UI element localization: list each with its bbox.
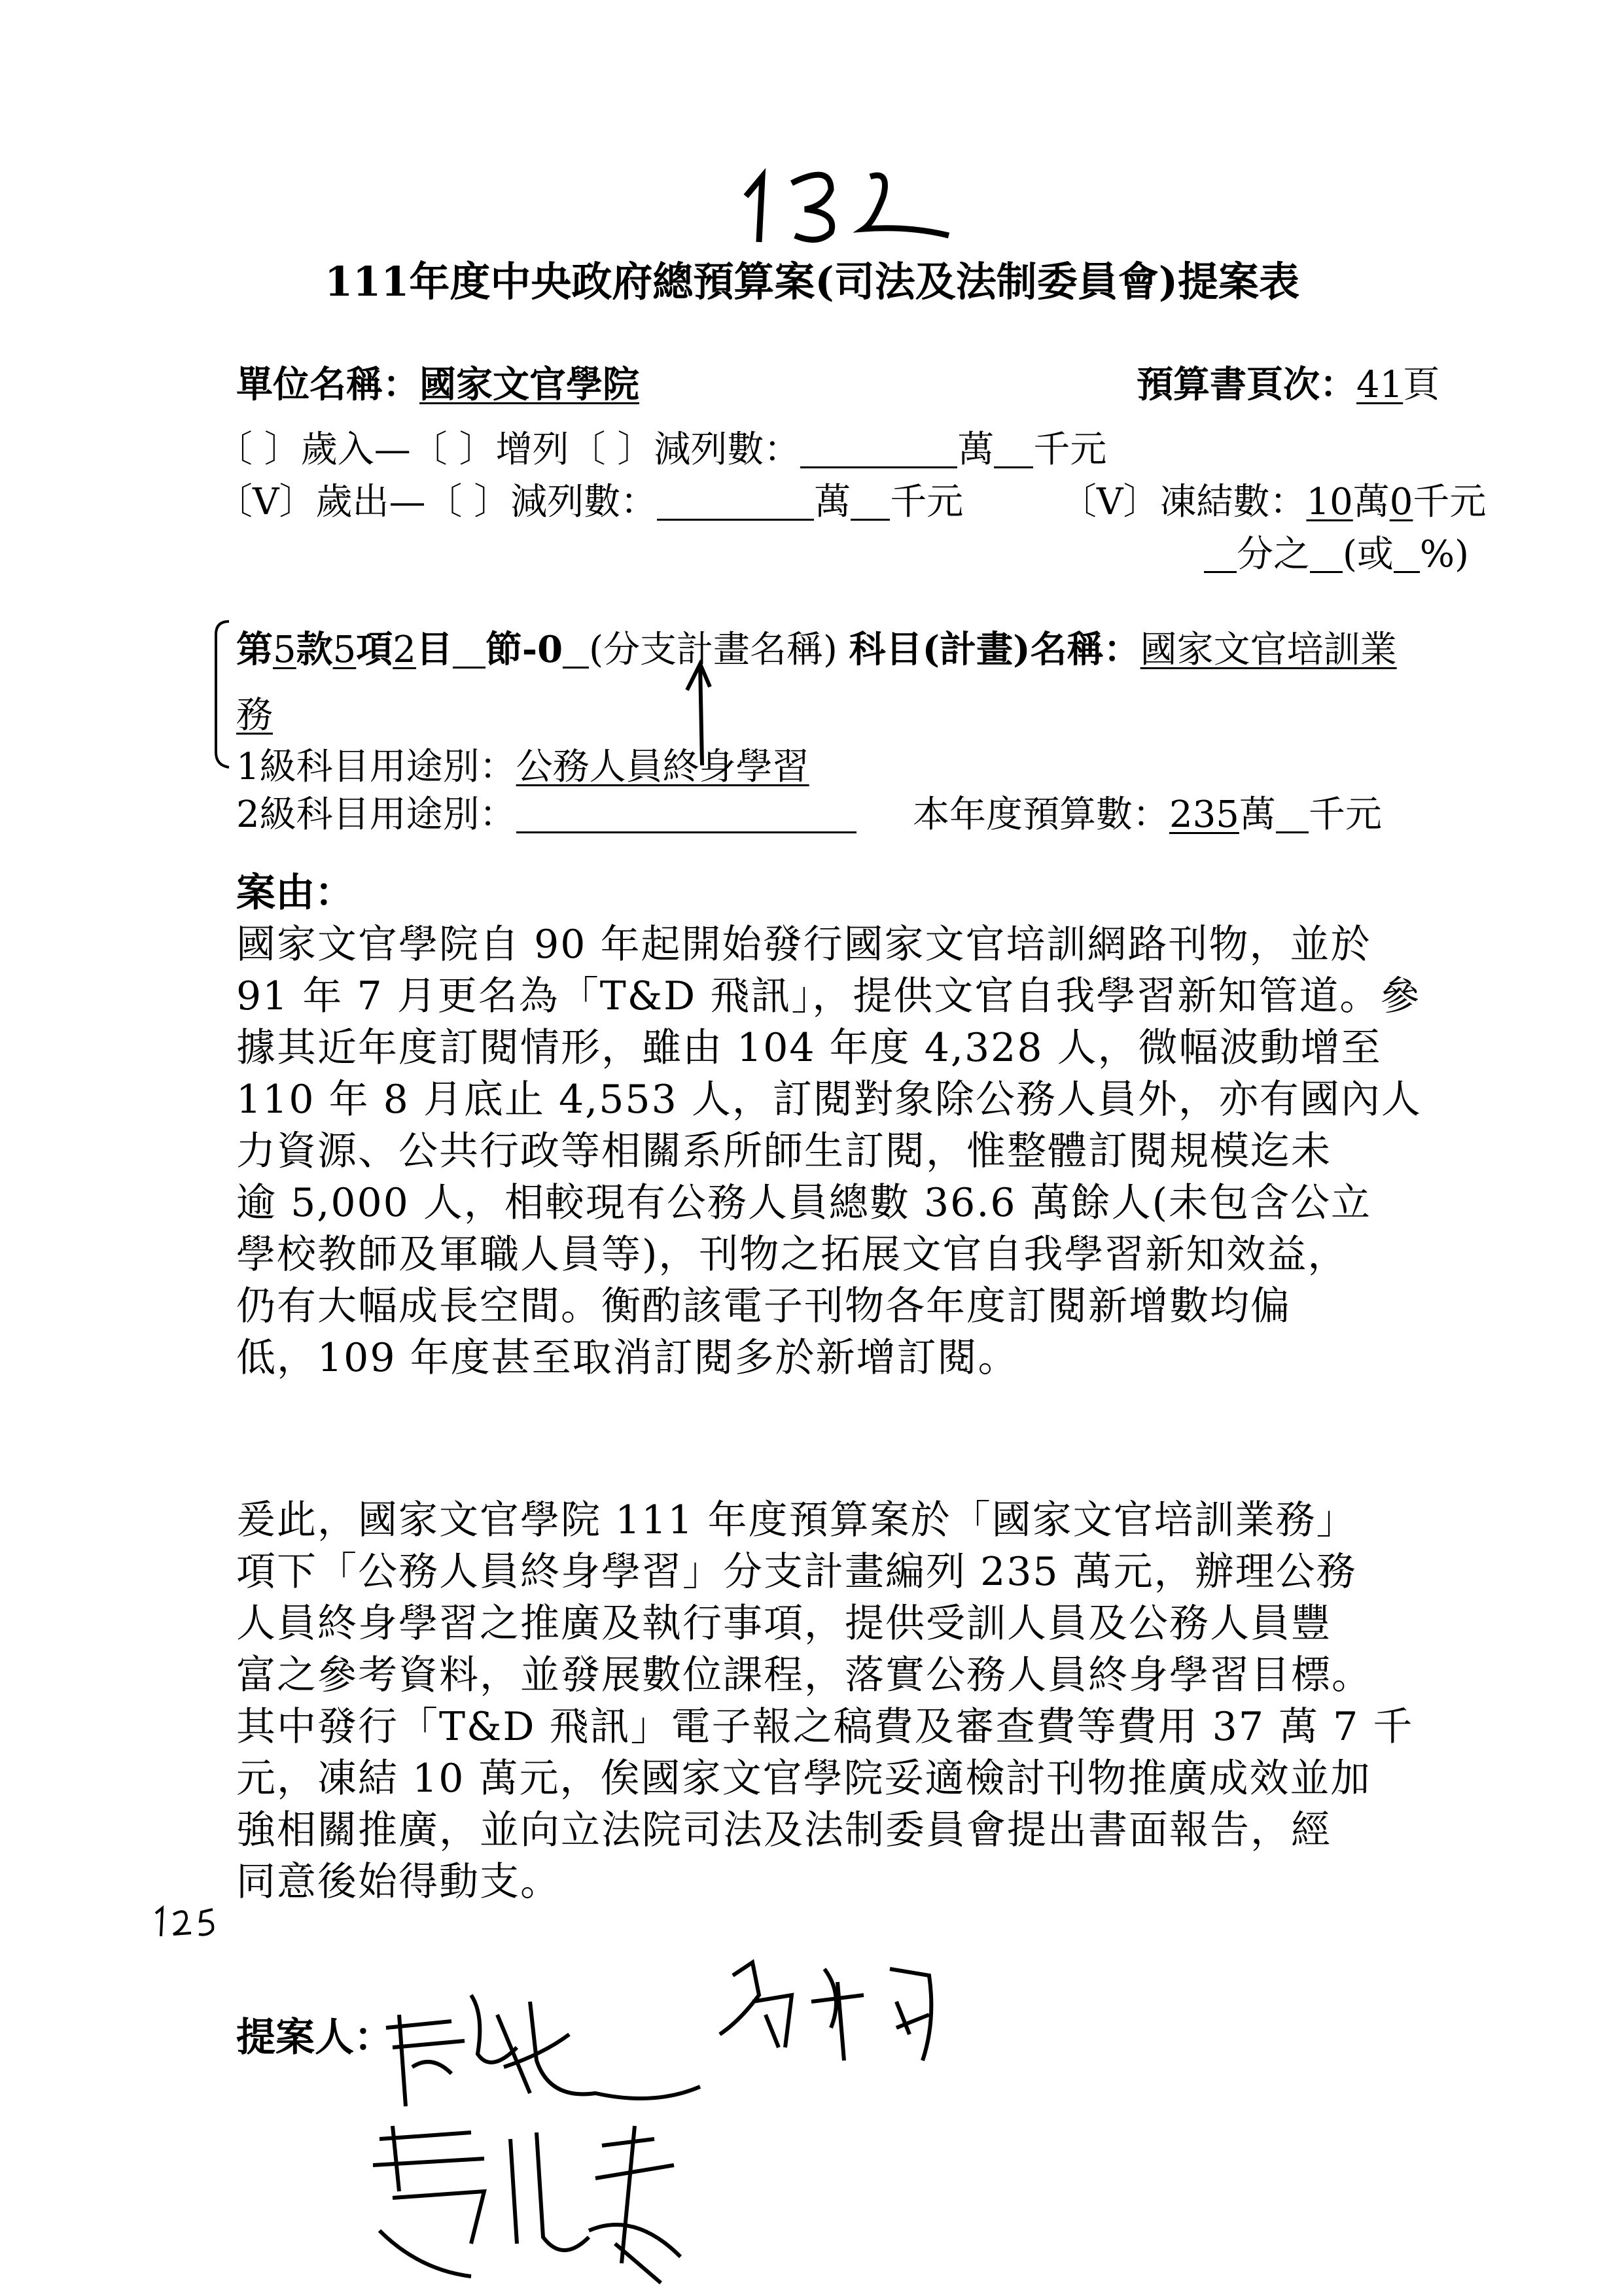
budget-page-value: 41 xyxy=(1356,364,1403,406)
paragraph-line: 91 年 7 月更名為「T&D 飛訊」，提供文官自我學習新知管道。參 xyxy=(236,973,1421,1019)
proposer-label: 提案人： xyxy=(236,2015,393,2061)
budget-page-label: 預算書頁次： xyxy=(1137,363,1356,406)
paragraph-line: 國家文官學院自 90 年起開始發行國家文官培訓網路刊物，並於 xyxy=(236,922,1371,967)
paragraph-line: 同意後始得動支。 xyxy=(236,1859,561,1905)
paragraph-line: 學校教師及軍職人員等)，刊物之拓展文官自我學習新知效益， xyxy=(236,1232,1349,1278)
handwritten-bracket xyxy=(209,618,236,772)
proposal-form-page: 111年度中央政府總預算案(司法及法制委員會)提案表 單位名稱：國家文官學院 預算書頁次：41頁 〔 〕歲入—〔 〕增列〔 〕減列數： 萬 千元 〔V〕歲出—〔 〕減列數： 萬 千元 〔V〕凍結數：10萬0千元 分之 (或 %) 第5款5項2目 節-0 (分支計畫名稱) 科目(計畫)名稱：國家文官培訓業 務 1級科目用途別：公務人員終身學習 2級科目用途別： 本年度預算數：235萬 千元 案由： 國家文官學院自 90 年起開始發行國家文官培訓網路刊物，並於 91 年 7 月更名為「T&D 飛訊」，提供文官自我學習新知管道。參 據其近年度訂閱情形，雖由 104 年度 4,328 人，微幅波動增至 110 年 8 月底止 4,553 人，訂閱對象除公務人員外，亦有國內人 力資源、公共行政等相關系所師生訂閱，惟整體訂閱規模迄未 逾 5,000 人，相較現有公務人員總數 36.6 萬餘人(未包含公立 學校教師及軍職人員等)，刊物之拓展文官自我學習新知效益， 仍有大幅成長空間。衡酌該電子刊物各年度訂閱新增數均偏 低，109 年度甚至取消訂閱多於新增訂閱。 爰此，國家文官學院 111 年度預算案於「國家文官培訓業務」 項下「公務人員終身學習」分支計畫編列 235 萬元，辦理公務 人員終身學習之推廣及執行事項，提供受訓人員及公務人員豐 富之參考資料，並發展數位課程，落實公務人員終身學習目標。 其中發行「T&D 飛訊」電子報之稿費及審查費等費用 37 萬 7 千 元，凍結 10 萬元，俟國家文官學院妥適檢討刊物推廣成效並加 強相關推廣，並向立法院司法及法制委員會提出書面報告，經 同意後始得動支。 提案人： xyxy=(0,0,1624,2296)
signature-1 xyxy=(373,1975,739,2126)
page-title: 111年度中央政府總預算案(司法及法制委員會)提案表 xyxy=(324,258,1300,305)
annual-budget-value: 235 xyxy=(1169,793,1239,836)
level1-label: 1級科目用途別： xyxy=(236,746,516,788)
freeze-label: 〔V〕凍結數： xyxy=(1060,481,1307,523)
revenue-wan-blank xyxy=(800,434,957,468)
fraction-pct: %) xyxy=(1419,533,1469,576)
freeze-qian-value: 0 xyxy=(1389,481,1413,523)
reason-heading: 案由： xyxy=(236,870,354,916)
expense-wan-blank xyxy=(657,486,814,521)
kuan-value: 5 xyxy=(273,629,296,671)
paragraph-line: 元，凍結 10 萬元，俟國家文官學院妥適檢討刊物推廣成效並加 xyxy=(236,1756,1371,1801)
freeze-row: 〔V〕凍結數：10萬0千元 xyxy=(1060,481,1487,523)
paragraph-line: 逾 5,000 人，相較現有公務人員總數 36.6 萬餘人(未包含公立 xyxy=(236,1180,1372,1226)
program-name-label: 科目(計畫)名稱： xyxy=(849,628,1140,671)
annual-budget-label: 本年度預算數： xyxy=(913,793,1169,836)
program-name-value-cont: 務 xyxy=(236,694,273,737)
paragraph-line: 富之參考資料，並發展數位課程，落實公務人員終身學習目標。 xyxy=(236,1652,1372,1698)
branch-plan-label: (分支計畫名稱) xyxy=(589,629,838,671)
revenue-qian: 千元 xyxy=(1033,428,1107,471)
handwritten-margin-number xyxy=(150,1900,229,1939)
revenue-qian-blank xyxy=(994,434,1033,468)
expense-wan: 萬 xyxy=(814,481,851,523)
fraction-or: (或 xyxy=(1343,533,1394,576)
revenue-row-text: 〔 〕歲入—〔 〕增列〔 〕減列數： xyxy=(216,428,801,471)
fraction-row xyxy=(1204,533,1469,576)
level2-blank xyxy=(516,799,856,833)
paragraph-line: 低，109 年度甚至取消訂閱多於新增訂閱。 xyxy=(236,1335,1019,1381)
paragraph-line: 力資源、公共行政等相關系所師生訂閱，惟整體訂閱規模迄未 xyxy=(236,1128,1332,1174)
level2-label: 2級科目用途別： xyxy=(236,793,516,836)
paragraph-line: 其中發行「T&D 飛訊」電子報之稿費及審查費等費用 37 萬 7 千 xyxy=(236,1704,1414,1750)
handwritten-page-number xyxy=(733,150,955,249)
paragraph-line: 據其近年度訂閱情形，雖由 104 年度 4,328 人，微幅波動增至 xyxy=(236,1025,1382,1071)
revenue-wan: 萬 xyxy=(957,428,995,471)
paragraph-line: 項下「公務人員終身學習」分支計畫編列 235 萬元，辦理公務 xyxy=(236,1549,1357,1595)
paragraph-line: 仍有大幅成長空間。衡酌該電子刊物各年度訂閱新增數均偏 xyxy=(236,1283,1291,1329)
program-name-value: 國家文官培訓業 xyxy=(1140,629,1397,671)
mu-value: 2 xyxy=(393,629,416,671)
freeze-wan-value: 10 xyxy=(1306,481,1353,523)
unit-value: 國家文官學院 xyxy=(419,363,639,406)
signature-3 xyxy=(340,2113,707,2289)
paragraph-line: 110 年 8 月底止 4,553 人，訂閱對象除公務人員外，亦有國內人 xyxy=(236,1077,1422,1122)
fraction-fen: 分之 xyxy=(1237,533,1310,576)
expense-row xyxy=(216,481,964,523)
budget-page-suffix: 頁 xyxy=(1403,364,1440,406)
revenue-row xyxy=(216,428,1107,471)
expense-qian: 千元 xyxy=(890,481,964,523)
xiang-value: 5 xyxy=(332,629,357,671)
program-row: 第5款5項2目 節-0 (分支計畫名稱) 科目(計畫)名稱：國家文官培訓業 xyxy=(236,628,1397,671)
level1-value: 公務人員終身學習 xyxy=(516,746,809,788)
paragraph-line: 強相關推廣，並向立法院司法及法制委員會提出書面報告，經 xyxy=(236,1807,1332,1853)
signature-2 xyxy=(713,1956,975,2074)
paragraph-line: 爰此，國家文官學院 111 年度預算案於「國家文官培訓業務」 xyxy=(236,1497,1357,1543)
unit-label: 單位名稱： xyxy=(236,363,419,406)
expense-row-text: 〔V〕歲出—〔 〕減列數： xyxy=(216,481,658,523)
expense-qian-blank xyxy=(851,486,890,521)
paragraph-line: 人員終身學習之推廣及執行事項，提供受訓人員及公務人員豐 xyxy=(236,1601,1332,1646)
